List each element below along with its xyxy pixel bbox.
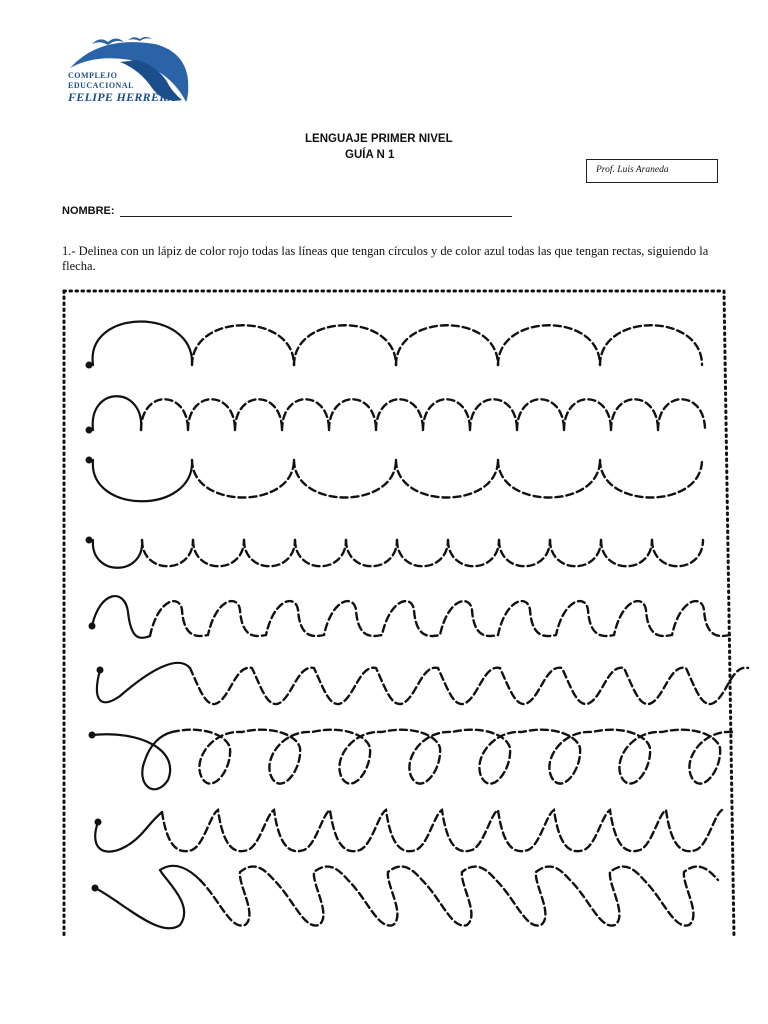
trace-row-slanted-waves[interactable] (97, 663, 190, 702)
trace-row-small-arches[interactable] (376, 399, 423, 430)
trace-row-big-arches[interactable] (192, 325, 294, 365)
teacher-name: Prof. Luis Araneda (596, 165, 669, 175)
trace-row-square-waves[interactable] (92, 596, 150, 638)
start-dot (86, 457, 93, 464)
trace-row-big-cups[interactable] (192, 460, 294, 498)
trace-row-big-cups[interactable] (498, 460, 600, 498)
trace-row-small-arches[interactable] (517, 399, 564, 430)
instructions: 1.- Delinea con un lápiz de color rojo todas las líneas que tengan círculos y de color azul todas las que tengan rectas, siguiendo la flecha. (62, 244, 709, 273)
trace-row-small-arches[interactable] (658, 399, 705, 430)
trace-row-big-arches[interactable] (93, 322, 192, 366)
trace-row-small-cups[interactable] (295, 540, 346, 566)
trace-row-big-arches[interactable] (498, 325, 600, 365)
trace-row-loops[interactable] (92, 732, 172, 789)
trace-row-big-cups[interactable] (396, 460, 498, 498)
logo-line-1: COMPLEJO (68, 71, 118, 80)
trace-row-small-arches[interactable] (282, 399, 329, 430)
trace-row-loops[interactable] (172, 730, 732, 784)
trace-row-big-arches[interactable] (396, 325, 498, 365)
trace-row-small-arches[interactable] (329, 399, 376, 430)
trace-row-big-cups[interactable] (294, 460, 396, 498)
trace-row-small-cups[interactable] (93, 540, 142, 568)
trace-row-small-cups[interactable] (448, 540, 499, 566)
dotted-border (64, 291, 734, 938)
trace-row-big-cups[interactable] (93, 460, 192, 501)
start-dot (86, 537, 93, 544)
trace-row-small-cups[interactable] (244, 540, 295, 566)
trace-row-big-cups[interactable] (600, 460, 702, 498)
trace-row-small-arches[interactable] (470, 399, 517, 430)
trace-row-hooks[interactable] (95, 812, 162, 852)
trace-row-small-arches[interactable] (93, 396, 142, 430)
trace-row-small-arches[interactable] (611, 399, 658, 430)
page-title: LENGUAJE PRIMER NIVEL (305, 133, 453, 145)
trace-row-small-cups[interactable] (193, 540, 244, 566)
trace-row-small-cups[interactable] (397, 540, 448, 566)
trace-row-small-cups[interactable] (601, 540, 652, 566)
logo-line-2: EDUCACIONAL (68, 81, 134, 90)
trace-row-small-arches[interactable] (423, 399, 470, 430)
start-dot (86, 427, 93, 434)
trace-row-big-arches[interactable] (294, 325, 396, 365)
trace-row-s-waves[interactable] (95, 866, 200, 928)
trace-row-small-cups[interactable] (652, 540, 703, 566)
trace-row-big-arches[interactable] (600, 325, 702, 365)
trace-row-square-waves[interactable] (150, 601, 730, 636)
trace-row-small-cups[interactable] (346, 540, 397, 566)
start-dot (86, 362, 93, 369)
trace-row-small-arches[interactable] (188, 399, 235, 430)
logo-line-3: FELIPE HERRERA (68, 90, 176, 104)
trace-row-small-arches[interactable] (235, 399, 282, 430)
trace-row-slanted-waves[interactable] (190, 668, 748, 704)
trace-row-small-arches[interactable] (564, 399, 611, 430)
trace-row-small-cups[interactable] (142, 540, 193, 566)
trace-row-hooks[interactable] (162, 810, 722, 851)
name-label: NOMBRE: (62, 205, 115, 217)
trace-row-small-cups[interactable] (499, 540, 550, 566)
trace-row-small-arches[interactable] (141, 399, 188, 430)
trace-row-s-waves[interactable] (200, 867, 718, 926)
guide-number: GUÍA N 1 (345, 149, 395, 161)
trace-row-small-cups[interactable] (550, 540, 601, 566)
